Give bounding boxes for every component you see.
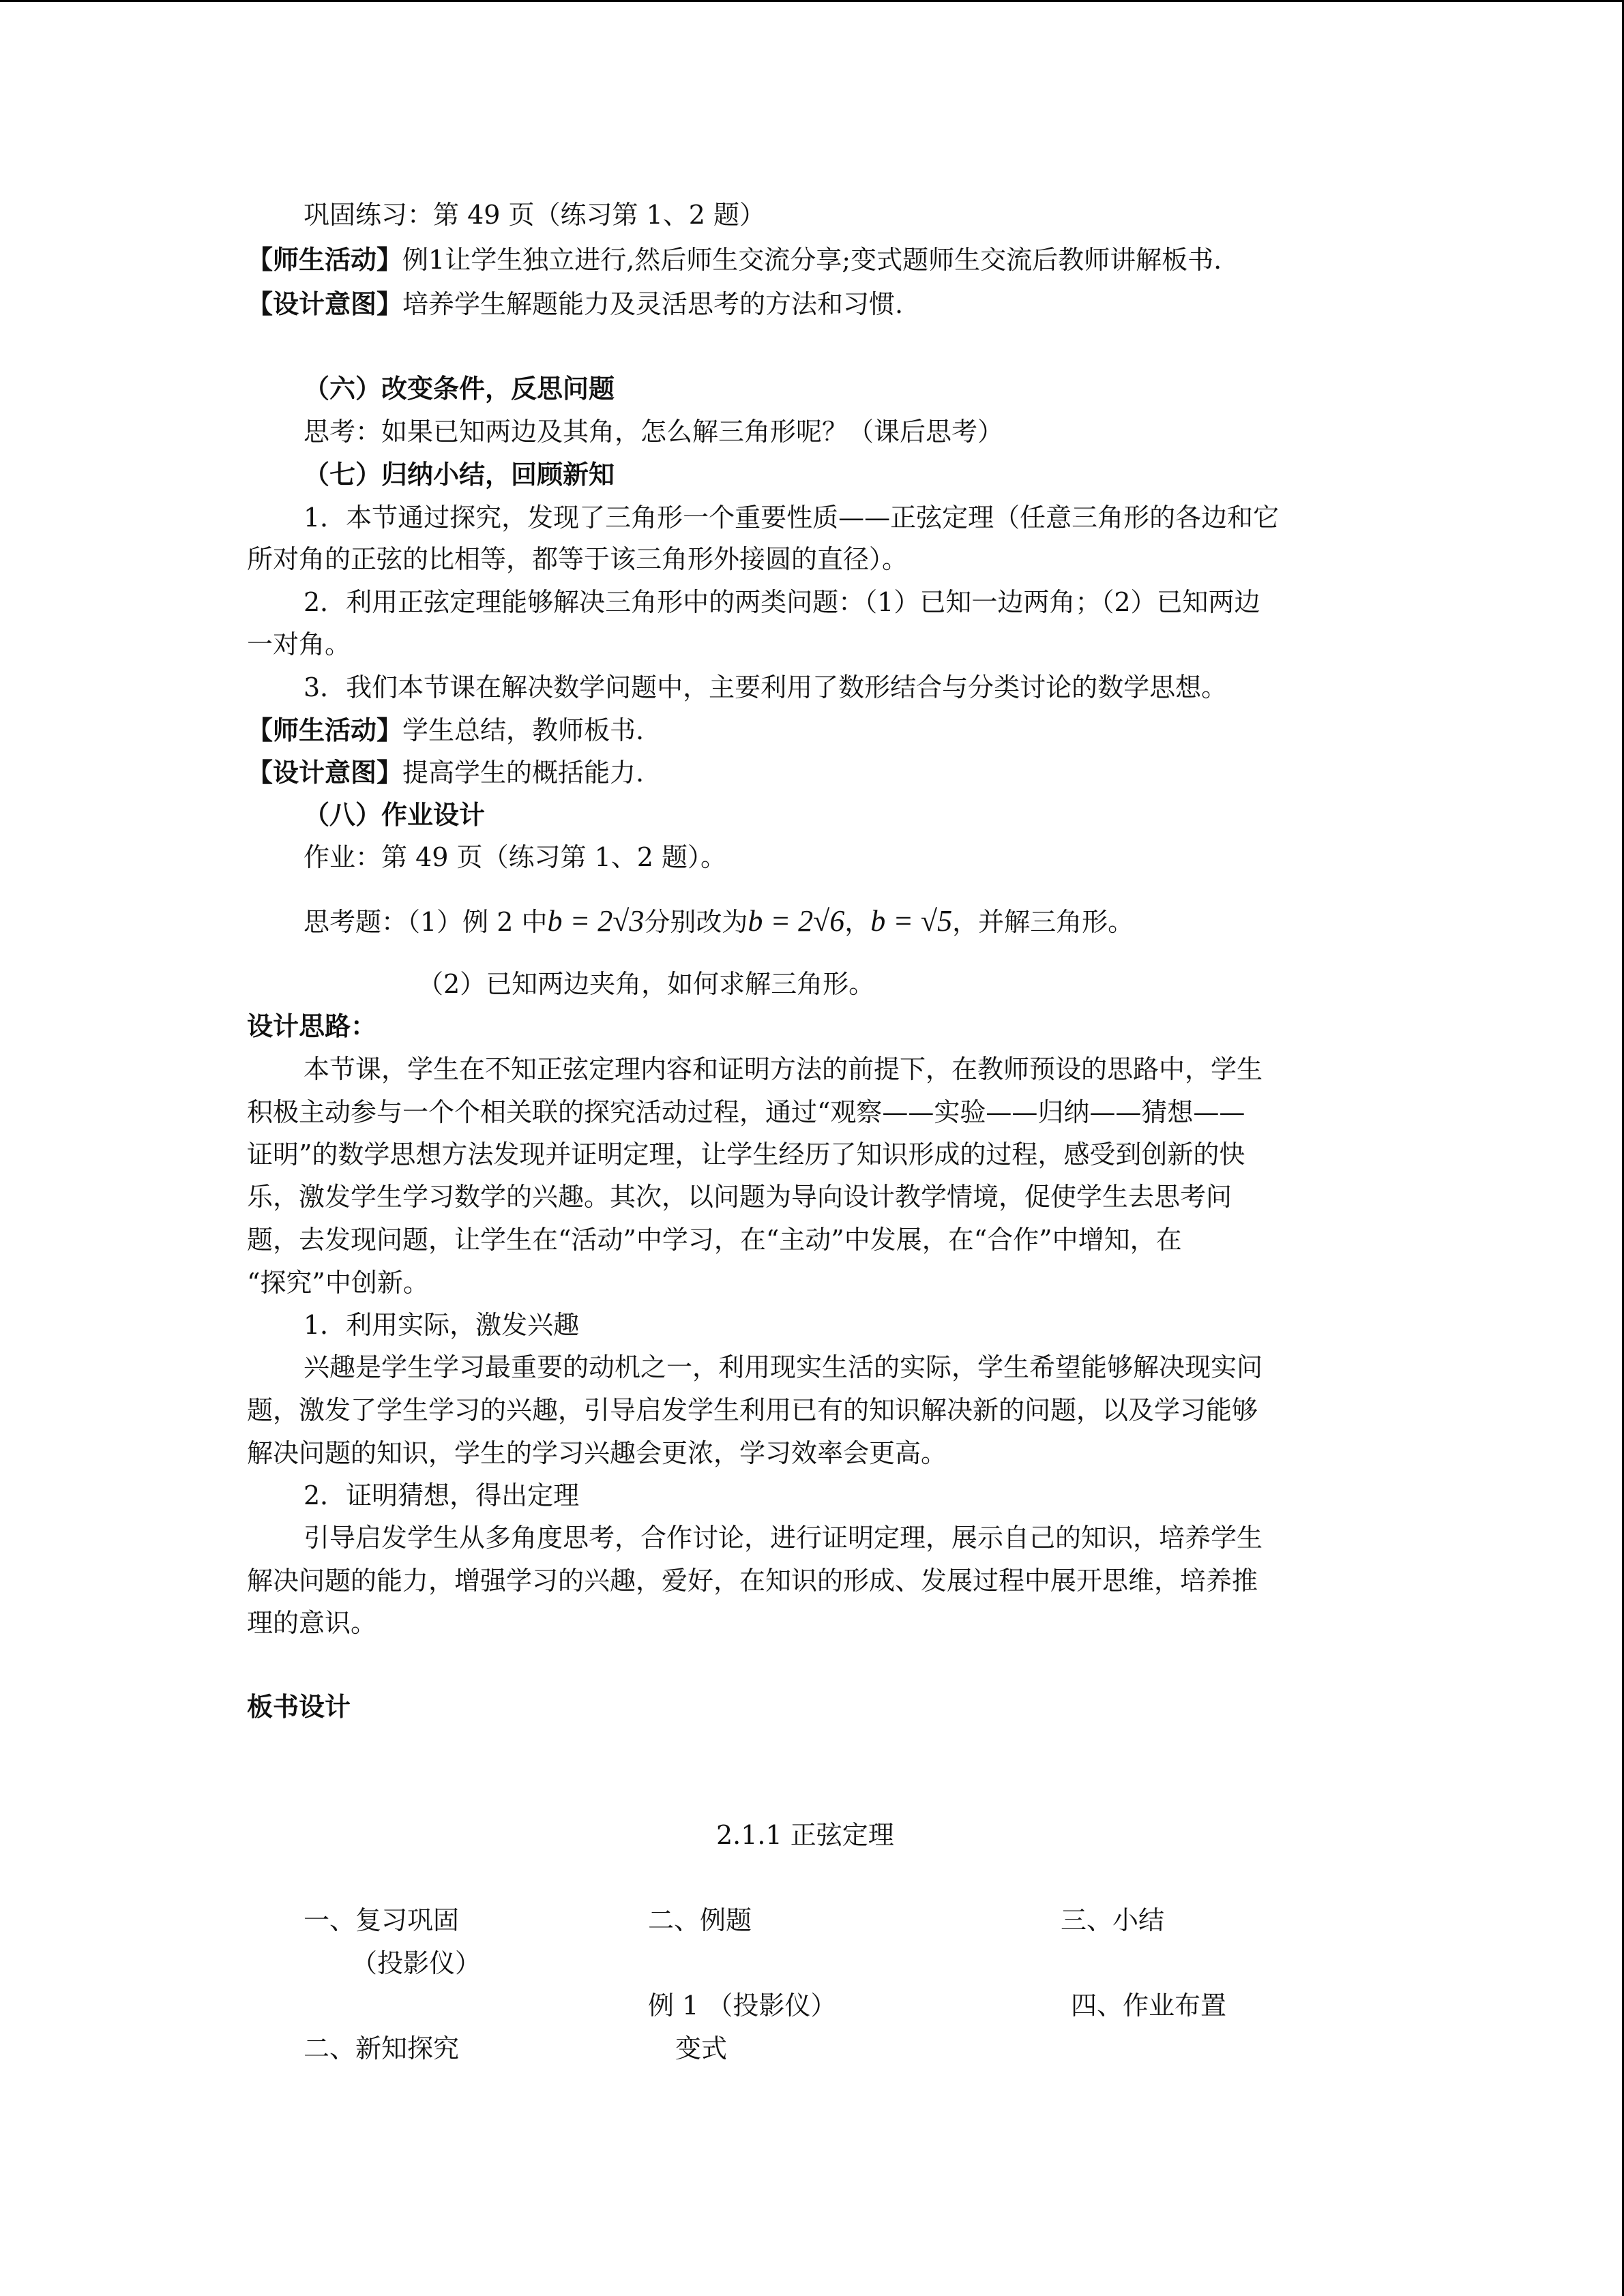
section-heading: （八）作业设计 — [304, 800, 486, 830]
text-line: 一对角。 — [247, 629, 351, 659]
text-line: 积极主动参与一个个相关联的探究活动过程，通过“观察——实验——归纳——猜想—— — [247, 1097, 1245, 1127]
label-design-intent: 【设计意图】 — [247, 758, 403, 788]
text-content: 提高学生的概括能力. — [402, 758, 645, 788]
text-content: ， — [844, 907, 871, 937]
text-line: 题，激发了学生学习的兴趣，引导启发学生利用已有的知识解决新的问题，以及学习能够 — [247, 1395, 1258, 1425]
board-item: （投影仪） — [351, 1948, 482, 1978]
text-content: 思考题：（1）例 2 中 — [304, 907, 548, 937]
board-title: 2.1.1 正弦定理 — [716, 1820, 894, 1850]
text-line: 本节课，学生在不知正弦定理内容和证明方法的前提下，在教师预设的思路中，学生 — [304, 1054, 1263, 1084]
section-heading: （六）改变条件，反思问题 — [304, 374, 615, 404]
text-line: 乐，激发学生学习数学的兴趣。其次，以问题为导向设计教学情境，促使学生去思考问 — [247, 1182, 1232, 1212]
board-item: 二、例题 — [648, 1905, 752, 1935]
math-expression: b = 2√6 — [748, 904, 845, 938]
label-teacher-student-activity: 【师生活动】 — [247, 715, 403, 745]
page-top-border — [0, 0, 1624, 2]
text-line: 3．我们本节课在解决数学问题中，主要利用了数形结合与分类讨论的数学思想。 — [304, 672, 1228, 702]
text-line: 2．证明猜想，得出定理 — [304, 1480, 580, 1510]
text-line — [247, 244, 1222, 275]
text-line: “探究”中创新。 — [247, 1268, 429, 1298]
text-line: （2）已知两边夹角，如何求解三角形。 — [417, 969, 875, 999]
label-design-intent: 【设计意图】 — [247, 289, 403, 319]
text-content: 培养学生解题能力及灵活思考的方法和习惯. — [402, 289, 904, 319]
board-item: 四、作业布置 — [1071, 1991, 1227, 2021]
text-line: 理的意识。 — [247, 1608, 377, 1638]
text-line: 2．利用正弦定理能够解决三角形中的两类问题：（1）已知一边两角；（2）已知两边 — [304, 587, 1260, 617]
text-line: 题，去发现问题，让学生在“活动”中学习，在“主动”中发展，在“合作”中增知，在 — [247, 1225, 1182, 1255]
text-line: 巩固练习：第 49 页（练习第 1、2 题） — [304, 200, 766, 230]
board-item: 二、新知探究 — [304, 2033, 460, 2063]
text-line: 解决问题的能力，增强学习的兴趣，爱好，在知识的形成、发展过程中展开思维，培养推 — [247, 1566, 1258, 1596]
text-line — [247, 288, 903, 320]
text-line-with-math — [304, 906, 1134, 938]
text-line: 引导启发学生从多角度思考，合作讨论，进行证明定理，展示自己的知识，培养学生 — [304, 1523, 1263, 1553]
math-expression: b = 2√3 — [547, 904, 645, 938]
text-content: ，并解三角形。 — [952, 907, 1134, 937]
text-content: 例1让学生独立进行,然后师生交流分享;变式题师生交流后教师讲解板书. — [402, 245, 1222, 275]
board-item: 变式 — [675, 2033, 728, 2063]
text-content: 学生总结，教师板书. — [402, 715, 645, 745]
math-expression: b = √5 — [870, 904, 953, 938]
board-item: 一、复习巩固 — [304, 1905, 460, 1935]
text-line: 1．本节通过探究，发现了三角形一个重要性质——正弦定理（任意三角形的各边和它 — [304, 503, 1280, 533]
text-line: 1．利用实际，激发兴趣 — [304, 1310, 580, 1340]
text-line — [247, 757, 644, 788]
section-heading: 设计思路： — [247, 1011, 377, 1041]
section-heading: 板书设计 — [247, 1692, 351, 1722]
board-item: 例 1 （投影仪） — [648, 1991, 837, 2021]
text-line: 作业：第 49 页（练习第 1、2 题）。 — [304, 842, 727, 872]
label-teacher-student-activity: 【师生活动】 — [247, 245, 403, 275]
text-line: 所对角的正弦的比相等，都等于该三角形外接圆的直径）。 — [247, 544, 909, 574]
text-line: 证明”的数学思想方法发现并证明定理，让学生经历了知识形成的过程，感受到创新的快 — [247, 1139, 1245, 1169]
text-line: 思考：如果已知两边及其角，怎么解三角形呢？（课后思考） — [304, 417, 1004, 447]
text-line: 兴趣是学生学习最重要的动机之一，利用现实生活的实际，学生希望能够解决现实问 — [304, 1352, 1263, 1382]
text-line: 解决问题的知识，学生的学习兴趣会更浓，学习效率会更高。 — [247, 1438, 947, 1468]
text-content: 分别改为 — [644, 907, 748, 937]
board-item: 三、小结 — [1061, 1905, 1165, 1935]
section-heading: （七）归纳小结，回顾新知 — [304, 460, 615, 490]
text-line — [247, 715, 644, 746]
